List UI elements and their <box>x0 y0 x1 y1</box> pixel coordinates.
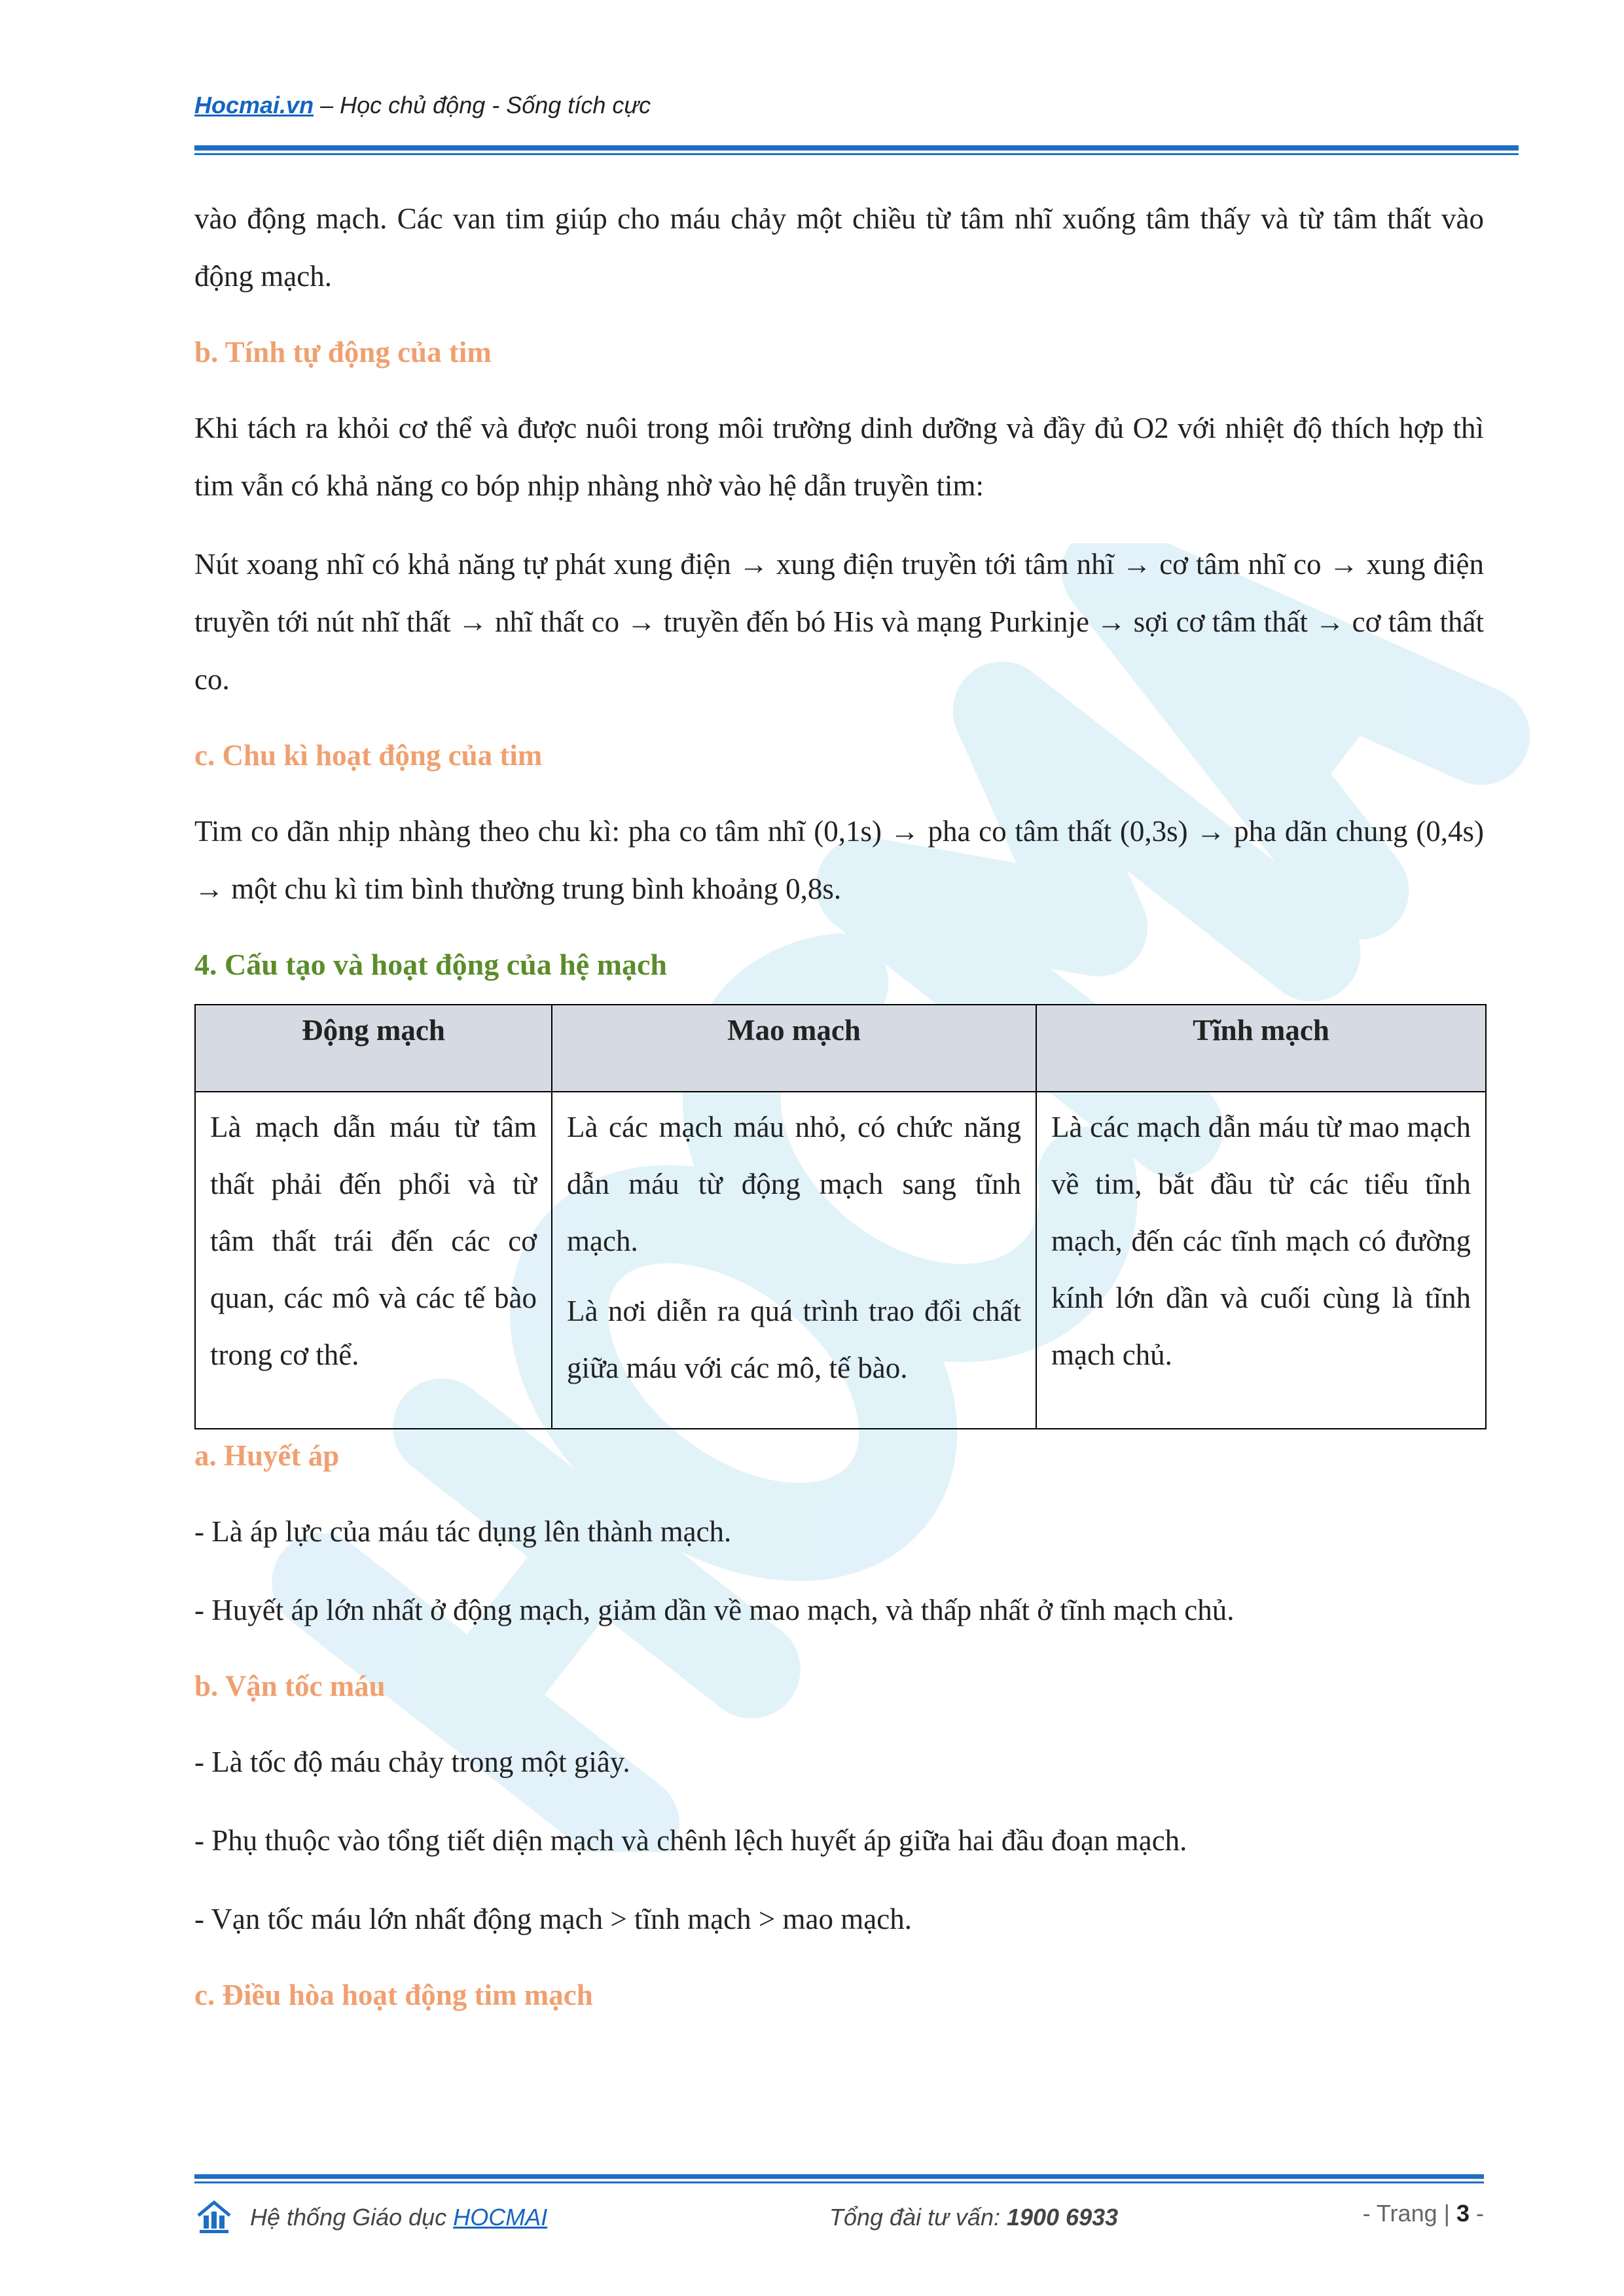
page-header <box>194 92 1517 119</box>
list-item: - Phụ thuộc vào tổng tiết diện mạch và chênh lệch huyết áp giữa hai đầu đoạn mạch. <box>194 1824 1187 1857</box>
list-item: - Huyết áp lớn nhất ở động mạch, giảm dần về mao mạch, và thấp nhất ở tĩnh mạch chủ. <box>194 1594 1235 1626</box>
hocmai-link[interactable]: HOCMAI <box>453 2204 548 2231</box>
header-capillaries: Mao mạch <box>552 1005 1036 1092</box>
paragraph-cardiac-cycle: Tim co dãn nhịp nhàng theo chu kì: pha co tâm nhĩ (0,1s) → pha co tâm thất (0,3s) → pha dãn chung (0,4s) → một chu kì tim bình thường trung bình khoảng 0,8s. <box>194 815 1484 905</box>
heading-vascular-system: 4. Cấu tạo và hoạt động của hệ mạch <box>194 948 668 981</box>
list-item: - Là tốc độ máu chảy trong một giây. <box>194 1746 630 1778</box>
list-item: - Vạn tốc máu lớn nhất động mạch > tĩnh mạch > mao mạch. <box>194 1903 912 1935</box>
hotline-number: 1900 6933 <box>1006 2204 1119 2231</box>
list-item: - Là áp lực của máu tác dụng lên thành mạch. <box>194 1515 732 1548</box>
hocmai-logo-icon <box>194 2196 234 2235</box>
vessel-table <box>194 1004 1487 1429</box>
cell-veins: Là các mạch dẫn máu từ mao mạch về tim, bắt đầu từ các tiểu tĩnh mạch, đến các tĩnh mạch có đường kính lớn dần và cuối cùng là tĩnh mạch chủ. <box>1036 1092 1486 1429</box>
table-header-row <box>195 1005 1486 1092</box>
heading-cardiac-cycle: c. Chu kì hoạt động của tim <box>194 739 543 772</box>
table-row <box>195 1092 1486 1429</box>
header-arteries: Động mạch <box>195 1005 552 1092</box>
heading-blood-pressure: a. Huyết áp <box>194 1439 340 1472</box>
header-rule <box>194 145 1519 151</box>
footer-hotline: Tổng đài tư vấn: 1900 6933 <box>829 2204 1119 2231</box>
document-body <box>194 190 1484 2021</box>
page-number: - Trang | 3 - <box>1362 2200 1484 2227</box>
header-tagline: – Học chủ động - Sống tích cực <box>314 92 651 118</box>
brand-link[interactable]: Hocmai.vn <box>194 92 314 118</box>
paragraph-conduction-system: Nút xoang nhĩ có khả năng tự phát xung điện → xung điện truyền tới tâm nhĩ → cơ tâm nhĩ co → xung điện truyền tới nút nhĩ thất → nhĩ thất co → truyền đến bó His và mạng Purkinje → sợi cơ tâm thất → cơ tâm thất co. <box>194 548 1484 696</box>
paragraph-automaticity: Khi tách ra khỏi cơ thể và được nuôi trong môi trường dinh dưỡng và đầy đủ O2 với nhiệt độ thích hợp thì tim vẫn có khả năng co bóp nhịp nhàng nhờ vào hệ dẫn truyền tim: <box>194 412 1484 502</box>
heading-blood-velocity: b. Vận tốc máu <box>194 1670 386 1702</box>
header-veins: Tĩnh mạch <box>1036 1005 1486 1092</box>
footer-rule <box>194 2174 1484 2179</box>
cell-capillaries: Là các mạch máu nhỏ, có chức năng dẫn máu từ động mạch sang tĩnh mạch. Là nơi diễn ra quá trình trao đổi chất giữa máu với các mô, tế bào. <box>552 1092 1036 1429</box>
footer-rule-thin <box>194 2181 1484 2183</box>
heading-heart-automaticity: b. Tính tự động của tim <box>194 336 492 368</box>
page-footer <box>194 2196 1484 2242</box>
footer-system: Hệ thống Giáo dục HOCMAI <box>250 2204 548 2231</box>
intro-paragraph: vào động mạch. Các van tim giúp cho máu chảy một chiều từ tâm nhĩ xuống tâm thấy và từ tâm thất vào động mạch. <box>194 202 1484 293</box>
heading-cardio-regulation: c. Điều hòa hoạt động tim mạch <box>194 1979 593 2011</box>
cell-arteries: Là mạch dẫn máu từ tâm thất phải đến phổi và từ tâm thất trái đến các cơ quan, các mô và các tế bào trong cơ thể. <box>195 1092 552 1429</box>
header-rule-thin <box>194 153 1519 155</box>
